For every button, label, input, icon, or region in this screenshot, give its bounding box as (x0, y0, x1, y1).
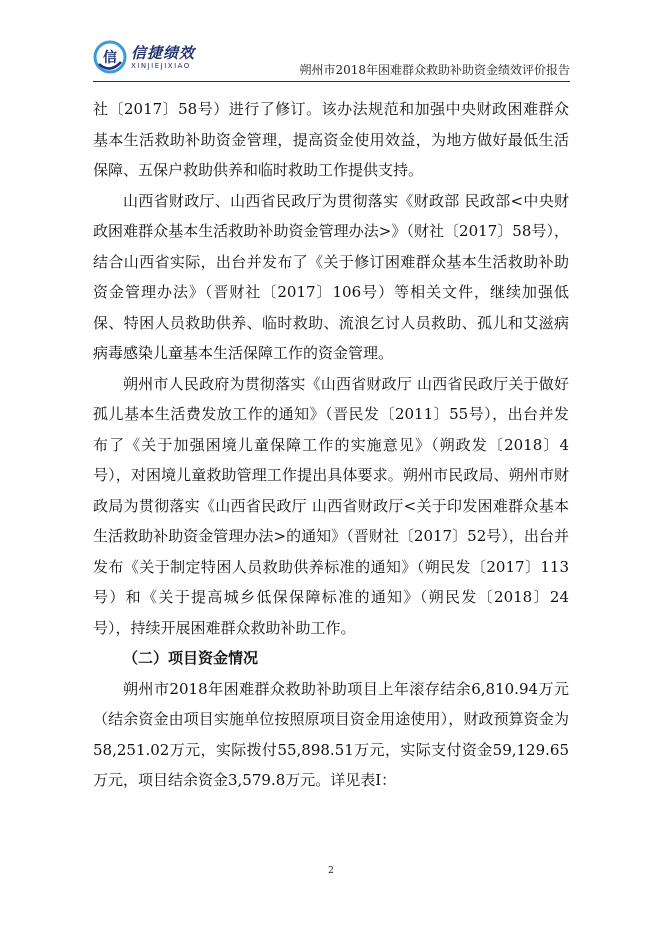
report-title: 朔州市2018年困难群众救助补助资金绩效评价报告 (299, 63, 570, 77)
logo-english-name: XINJIEJIXIAO (131, 62, 191, 70)
company-logo (93, 40, 233, 80)
logo-emblem-icon (93, 40, 127, 74)
paragraph-1: 社〔2017〕58号）进行了修订。该办法规范和加强中央财政困难群众基本生活救助补助资金管理，提高资金使用效益，为地方做好最低生活保障、五保户救助供养和临时救助工作提供支持。 (93, 100, 569, 179)
header-divider (93, 81, 570, 82)
logo-chinese-name: 信捷绩效 (131, 44, 196, 62)
paragraph-3: 朔州市人民政府为贯彻落实《山西省财政厅 山西省民政厅关于做好孤儿基本生活费发放工作的通知》（晋民发〔2011〕55号），出台并发布了《关于加强困境儿童保障工作的实施意见》（朔政发〔2018〕4号），对困境儿童救助管理工作提出具体要求。朔州市民政局、朔州市财政局为贯彻落实《山西省民政厅 山西省财政厅<关于印发困难群众基本生活救助补助资金管理办法>的通知》（晋财社〔2017〕52号），出台并发布《关于制定特困人员救助供养标准的通知》（朔民发〔2017〕113号）和《关于提高城乡低保保障标准的通知》（朔民发〔2018〕24号），持续开展困难群众救助补助工作。 (93, 374, 569, 637)
page-header (93, 36, 570, 84)
logo-emblem-char: 信 (103, 50, 117, 66)
page-number: 2 (328, 866, 334, 876)
section-heading: （二）项目资金情况 (123, 649, 259, 667)
paragraph-4: 朔州市2018年困难群众救助补助项目上年滚存结余6,810.94万元（结余资金由项目实施单位按照原项目资金用途使用），财政预算资金为58,251.02万元，实际拨付55,898.51万元，实际支付资金59,129.65万元，项目结余资金3,579.8万元。详见表Ⅰ： (93, 679, 569, 789)
report-body (93, 94, 569, 796)
paragraph-2: 山西省财政厅、山西省民政厅为贯彻落实《财政部 民政部<中央财政困难群众基本生活救助补助资金管理办法>》（财社〔2017〕58号），结合山西省实际，出台并发布了《关于修订困难群众基本生活救助补助资金管理办法》（晋财社〔2017〕106号）等相关文件，继续加强低保、特困人员救助供养、临时救助、流浪乞讨人员救助、孤儿和艾滋病病毒感染儿童基本生活保障工作的资金管理。 (93, 191, 569, 362)
